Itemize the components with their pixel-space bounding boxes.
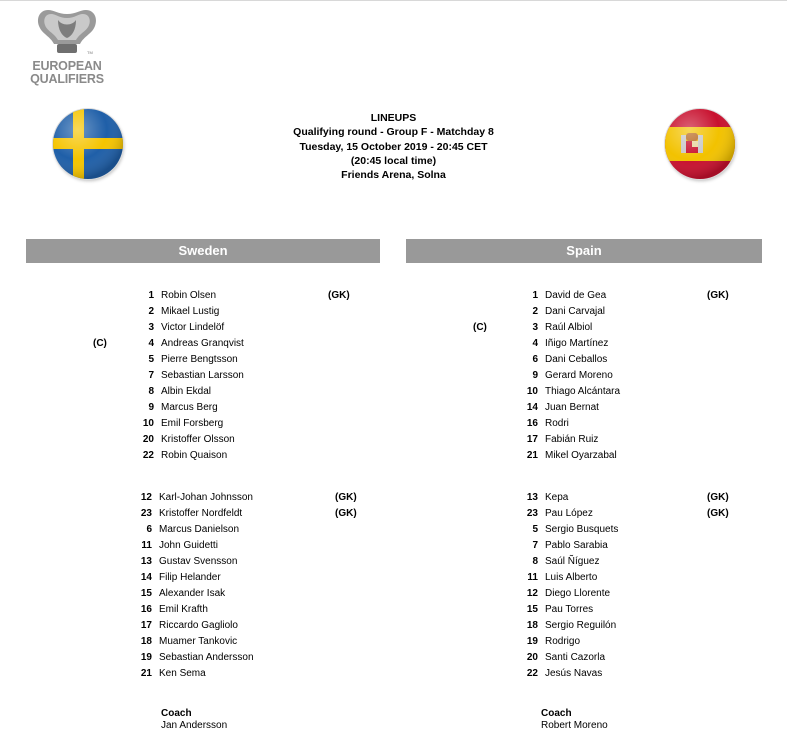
player-name: Fabián Ruiz (545, 434, 599, 445)
home-coach-label: Coach (161, 708, 192, 719)
player-number: 17 (140, 620, 152, 631)
home-coach-name: Jan Andersson (161, 720, 228, 731)
goalkeeper-tag: (GK) (328, 290, 350, 301)
player-name: Filip Helander (159, 572, 221, 583)
player-number: 2 (532, 306, 538, 317)
player-number: 21 (140, 668, 152, 679)
player-name: Robin Quaison (161, 450, 228, 461)
player-number: 23 (526, 508, 538, 519)
player-number: 6 (146, 524, 152, 535)
player-name: Mikel Oyarzabal (545, 450, 617, 461)
away-coach-label: Coach (541, 708, 572, 719)
player-name: Albin Ekdal (161, 386, 212, 397)
player-name: Sebastian Andersson (159, 652, 254, 663)
player-name: Robin Olsen (161, 290, 217, 301)
player-number: 1 (532, 290, 538, 301)
logo-wordmark (22, 60, 112, 86)
player-number: 4 (148, 338, 154, 349)
trophy-icon (32, 4, 102, 60)
player-name: Ken Sema (159, 668, 206, 679)
captain-tag: (C) (473, 322, 487, 333)
player-number: 1 (148, 290, 154, 301)
player-number: 19 (526, 636, 538, 647)
player-name: Gustav Svensson (159, 556, 238, 567)
sweden-flag (53, 109, 123, 179)
player-name: Diego Llorente (545, 588, 611, 599)
player-number: 3 (148, 322, 154, 333)
player-name: Sergio Reguilón (545, 620, 617, 631)
player-name: Emil Krafth (159, 604, 208, 615)
player-name: Riccardo Gagliolo (159, 620, 238, 631)
player-number: 14 (140, 572, 152, 583)
player-number: 19 (140, 652, 152, 663)
goalkeeper-tag: (GK) (707, 508, 729, 519)
player-number: 11 (527, 572, 538, 583)
team-header-home: Sweden (26, 239, 380, 263)
player-number: 11 (141, 540, 152, 551)
player-name: Iñigo Martínez (545, 338, 609, 349)
player-number: 16 (526, 418, 538, 429)
player-name: Andreas Granqvist (161, 338, 244, 349)
player-name: Saúl Ñíguez (545, 556, 600, 567)
player-number: 10 (526, 386, 538, 397)
player-name: Sebastian Larsson (161, 370, 244, 381)
top-divider (0, 0, 787, 1)
player-name: Gerard Moreno (545, 370, 613, 381)
player-number: 5 (148, 354, 154, 365)
player-number: 14 (526, 402, 538, 413)
goalkeeper-tag: (GK) (335, 508, 357, 519)
player-number: 20 (142, 434, 154, 445)
player-name: Marcus Danielson (159, 524, 240, 535)
player-name: Juan Bernat (545, 402, 599, 413)
player-name: Dani Ceballos (545, 354, 608, 365)
player-number: 15 (140, 588, 152, 599)
player-number: 9 (148, 402, 154, 413)
player-name: Rodrigo (545, 636, 581, 647)
player-number: 13 (526, 492, 538, 503)
player-name: Raúl Albiol (545, 322, 593, 333)
player-number: 21 (526, 450, 538, 461)
player-name: Luis Alberto (545, 572, 598, 583)
player-number: 16 (140, 604, 152, 615)
player-name: Alexander Isak (159, 588, 226, 599)
player-number: 4 (532, 338, 538, 349)
player-name: Thiago Alcántara (545, 386, 621, 397)
logo-line-2: QUALIFIERS (30, 72, 104, 86)
player-name: David de Gea (545, 290, 607, 301)
player-name: Emil Forsberg (161, 418, 224, 429)
player-number: 9 (532, 370, 538, 381)
player-number: 20 (526, 652, 538, 663)
player-number: 22 (142, 450, 154, 461)
player-number: 8 (532, 556, 538, 567)
goalkeeper-tag: (GK) (707, 290, 729, 301)
player-name: Mikael Lustig (161, 306, 220, 317)
goalkeeper-tag: (GK) (707, 492, 729, 503)
player-name: Victor Lindelöf (161, 322, 225, 333)
player-name: Kepa (545, 492, 569, 503)
venue: Friends Arena, Solna (341, 169, 446, 182)
round-info: Qualifying round - Group F - Matchday 8 (293, 126, 494, 139)
player-number: 5 (532, 524, 538, 535)
player-name: Pablo Sarabia (545, 540, 608, 551)
player-name: Marcus Berg (161, 402, 218, 413)
player-number: 3 (532, 322, 538, 333)
player-number: 7 (532, 540, 538, 551)
player-name: Santi Cazorla (545, 652, 606, 663)
lineups-title: LINEUPS (370, 112, 417, 124)
player-name: Pierre Bengtsson (161, 354, 238, 365)
captain-tag: (C) (93, 338, 107, 349)
player-number: 18 (140, 636, 152, 647)
player-number: 7 (148, 370, 154, 381)
match-date: Tuesday, 15 October 2019 - 20:45 CET (299, 140, 488, 153)
european-qualifiers-logo (22, 4, 112, 88)
player-name: Kristoffer Nordfeldt (159, 508, 243, 519)
player-number: 23 (140, 508, 152, 519)
player-number: 2 (148, 306, 154, 317)
goalkeeper-tag: (GK) (335, 492, 357, 503)
player-name: Jesús Navas (545, 668, 603, 679)
team-header-away: Spain (406, 239, 762, 263)
away-coach-name: Robert Moreno (541, 720, 608, 731)
player-name: Sergio Busquets (545, 524, 619, 535)
player-name: Muamer Tankovic (159, 636, 238, 647)
player-name: Rodri (545, 418, 569, 429)
player-number: 8 (148, 386, 154, 397)
player-number: 15 (526, 604, 538, 615)
player-number: 18 (526, 620, 538, 631)
player-name: Kristoffer Olsson (161, 434, 235, 445)
player-name: Dani Carvajal (545, 306, 606, 317)
player-number: 13 (140, 556, 152, 567)
player-number: 10 (142, 418, 154, 429)
player-number: 6 (532, 354, 538, 365)
player-number: 12 (140, 492, 152, 503)
local-time: (20:45 local time) (350, 154, 437, 167)
player-name: Karl-Johan Johnsson (159, 492, 253, 503)
player-number: 17 (526, 434, 538, 445)
spain-flag (665, 109, 735, 179)
player-number: 12 (526, 588, 538, 599)
player-name: Pau Torres (545, 604, 594, 615)
player-name: Pau López (545, 508, 593, 519)
match-header (200, 111, 587, 182)
player-number: 22 (526, 668, 538, 679)
svg-text:TM: TM (87, 50, 93, 55)
logo-line-1: EUROPEAN (32, 59, 102, 73)
player-name: John Guidetti (159, 540, 218, 551)
